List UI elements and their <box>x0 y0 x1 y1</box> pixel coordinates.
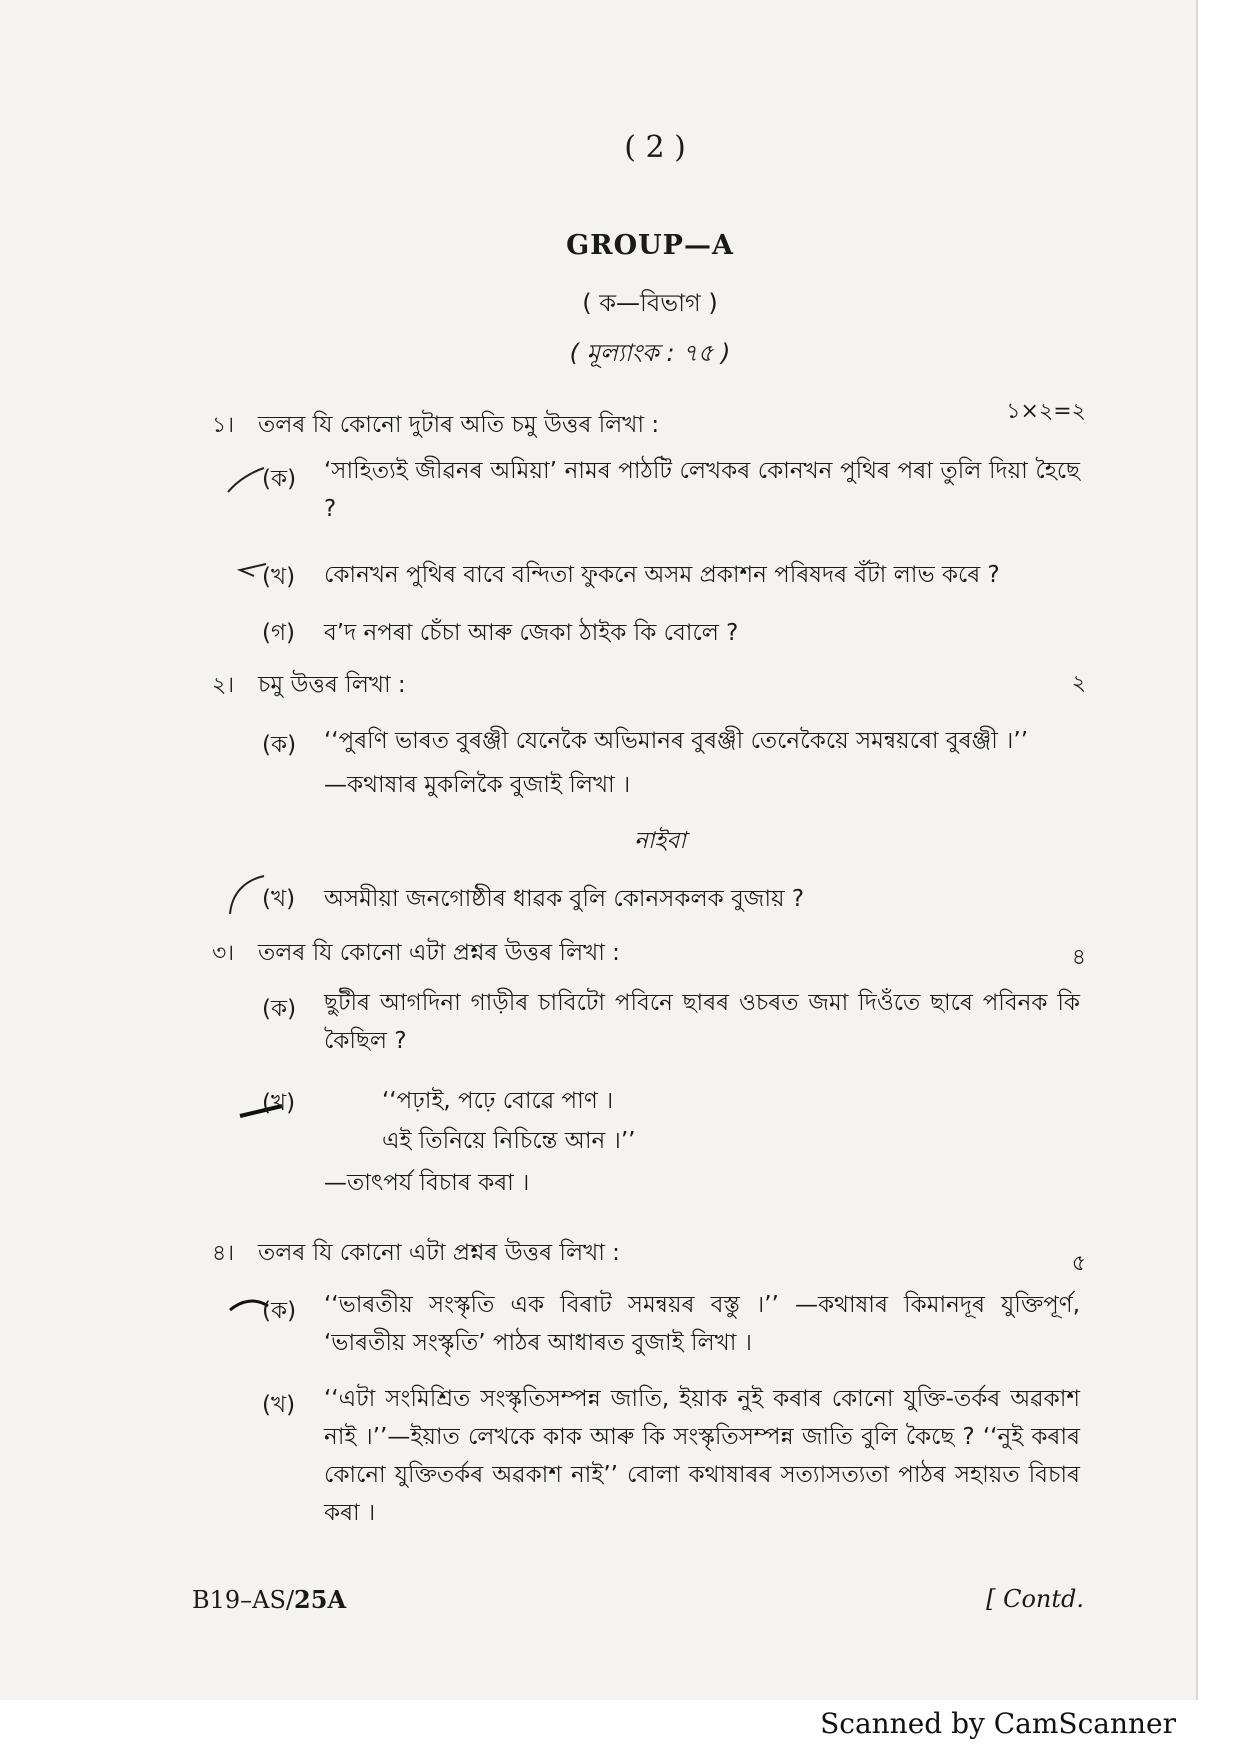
part-text-line: —কথাষাৰ মুকলিকৈ বুজাই লিখা । <box>324 772 631 798</box>
question-marks: ১×২=২ <box>1006 399 1086 424</box>
scanner-watermark: Scanned by CamScanner <box>820 1707 1176 1740</box>
part-label: (গ) <box>262 620 296 646</box>
question-marks: ২ <box>1071 671 1086 696</box>
question-marks: ৫ <box>1071 1251 1086 1276</box>
total-marks: ( মূল্যাংক : ৭৫ ) <box>569 339 731 367</box>
question-number: ৪। <box>212 1241 235 1266</box>
paper-code-prefix: B19–AS/ <box>192 1586 295 1614</box>
paper-code-suffix: 25A <box>294 1585 347 1614</box>
part-label: (খ) <box>262 1090 296 1116</box>
group-title: GROUP—A <box>566 230 734 261</box>
part-text: ‘সাহিত্যই জীৱনৰ অমিয়া’ নামৰ পাঠটি লেখকৰ কোনখন পুথিৰ পৰা তুলি দিয়া হৈছে ? <box>324 458 1080 522</box>
part-text: ‘‘ভাৰতীয় সংস্কৃতি এক বিৰাট সমন্বয়ৰ বস্তু ।’’ —কথাষাৰ কিমানদূৰ যুক্তিপূৰ্ণ, ‘ভাৰতীয় সংস্কৃতি’ পাঠৰ আধাৰত বুজাই লিখা । <box>324 1292 1080 1356</box>
part-label: (ক) <box>262 732 297 758</box>
part-text: অসমীয়া জনগোষ্ঠীৰ ধাৱক বুলি কোনসকলক বুজায় ? <box>324 886 805 912</box>
or-separator: নাইবা <box>634 828 686 854</box>
part-label: (খ) <box>262 564 296 590</box>
question-instruction: তলৰ যি কোনো এটা প্ৰশ্নৰ উত্তৰ লিখা : <box>258 1240 620 1266</box>
part-label: (খ) <box>262 886 296 912</box>
question-instruction: তলৰ যি কোনো এটা প্ৰশ্নৰ উত্তৰ লিখা : <box>258 940 620 966</box>
part-text: কোনখন পুথিৰ বাবে বন্দিতা ফুকনে অসম প্ৰকাশন পৰিষদৰ বঁটা লাভ কৰে ? <box>324 562 1000 588</box>
question-number: ২। <box>212 673 235 698</box>
page-number: ( 2 ) <box>624 130 686 165</box>
part-text: ছুটীৰ আগদিনা গাড়ীৰ চাবিটো পবিনে ছাৰৰ ওচৰত জমা দিওঁতে ছাৰে পবিনক কি কৈছিল ? <box>324 990 1080 1054</box>
verse-line: এই তিনিয়ে নিচিন্তে আন ।’’ <box>382 1128 636 1154</box>
continued-note: [ Contd. <box>986 1585 1084 1613</box>
section-title: ( ক—বিভাগ ) <box>582 289 718 317</box>
question-instruction: চমু উত্তৰ লিখা : <box>258 672 406 698</box>
question-instruction: তলৰ যি কোনো দুটাৰ অতি চমু উত্তৰ লিখা : <box>258 412 660 438</box>
question-number: ১। <box>212 413 235 438</box>
part-text-line: ‘‘পুৰণি ভাৰত বুৰঞ্জী যেনেকৈ অভিমানৰ বুৰঞ্জী তেনেকৈয়ে সমন্বয়ৰো বুৰঞ্জী ।’’ <box>324 728 1029 754</box>
part-instruction: —তাৎপৰ্য বিচাৰ কৰা । <box>324 1170 530 1196</box>
verse-line: ‘‘পঢ়াই, পঢ়ে বোৱে পাণ । <box>382 1088 614 1114</box>
question-number: ৩। <box>212 941 235 966</box>
part-label: (খ) <box>262 1392 296 1418</box>
question-marks: ৪ <box>1071 945 1086 970</box>
part-label: (ক) <box>262 996 297 1022</box>
part-label: (ক) <box>262 1298 297 1324</box>
part-text: ব’দ নপৰা চেঁচা আৰু জেকা ঠাইক কি বোলে ? <box>324 620 739 646</box>
part-text: ‘‘এটা সংমিশ্ৰিত সংস্কৃতিসম্পন্ন জাতি, ইয়াক নুই কৰাৰ কোনো যুক্তি-তৰ্কৰ অৱকাশ নাই ।’’—ইয়াত লেখকে কাক আৰু কি সংস্কৃতিসম্পন্ন জাতি বুলি কৈছে ? ‘‘নুই কৰাৰ কোনো যুক্তিতৰ্কৰ অৱকাশ নাই’’ বোলা কথাষাৰৰ সত্যাসত্যতা পাঠৰ সহায়ত বিচাৰ কৰা । <box>324 1386 1080 1526</box>
part-label: (ক) <box>262 466 297 492</box>
paper-code <box>192 1585 346 1614</box>
